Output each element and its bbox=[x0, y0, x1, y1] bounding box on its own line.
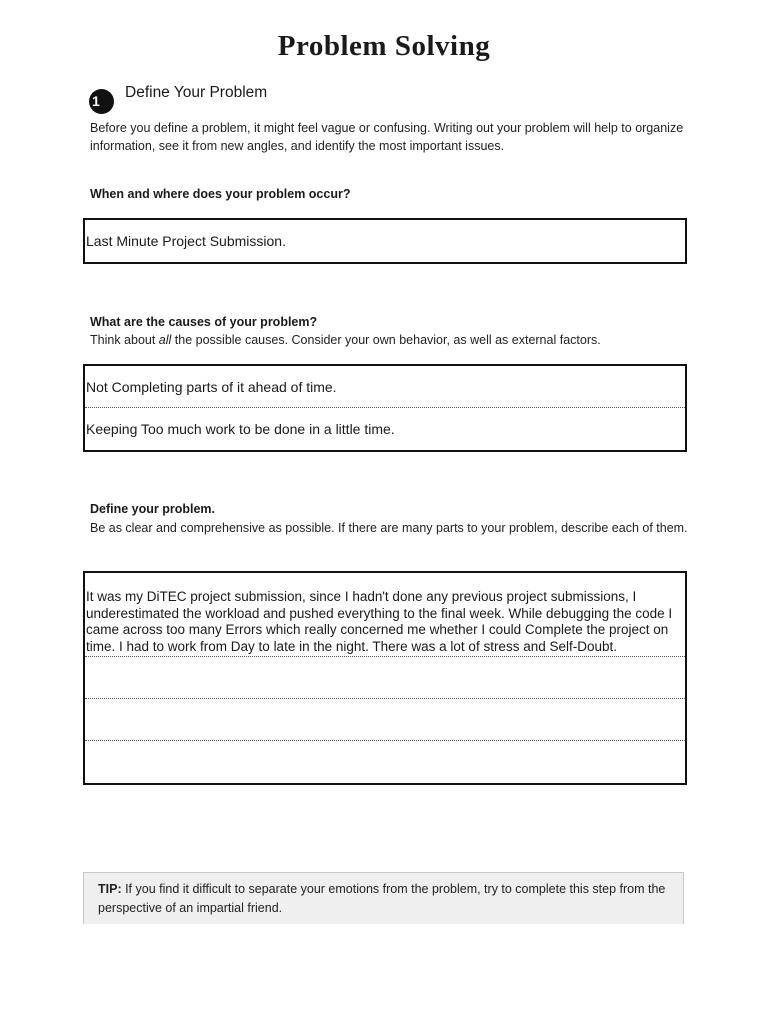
causes-hint bbox=[90, 331, 690, 350]
tip-text: If you find it difficult to separate your emotions from the problem, try to complete this step from the perspective of an impartial friend. bbox=[98, 882, 666, 915]
question-define-problem: Define your problem. bbox=[90, 502, 216, 516]
causes-hint-start: Think about bbox=[90, 333, 159, 347]
cause-field-1[interactable]: Not Completing parts of it ahead of time. bbox=[85, 366, 685, 408]
answer-box-define-problem bbox=[83, 571, 687, 785]
define-problem-blank-line[interactable] bbox=[85, 657, 685, 699]
answer-box-when-where bbox=[83, 218, 687, 264]
step-number-badge: 1 bbox=[89, 89, 114, 114]
step-heading: Define Your Problem bbox=[125, 84, 268, 101]
question-when-where: When and where does your problem occur? bbox=[90, 187, 351, 201]
cause-field-2[interactable]: Keeping Too much work to be done in a little time. bbox=[86, 421, 395, 437]
tip-label: TIP: bbox=[98, 882, 122, 896]
tip-box bbox=[83, 872, 684, 924]
causes-hint-emphasis: all bbox=[158, 333, 172, 347]
define-problem-blank-line[interactable] bbox=[85, 741, 685, 783]
define-problem-blank-line[interactable] bbox=[85, 699, 685, 741]
define-problem-answer[interactable]: It was my DiTEC project submission, since I hadn't done any previous project submissions, I underestimated the workload and pushed everything to the final week. While debugging the code I came across too many Errors which really concerned me whether I could Complete the project on time. I had to work from Day to late in the night. There was a lot of stress and Self-Doubt. bbox=[85, 573, 685, 657]
answer-box-causes bbox=[83, 364, 687, 452]
question-causes: What are the causes of your problem? bbox=[90, 315, 318, 329]
answer-field-when-where[interactable]: Last Minute Project Submission. bbox=[86, 233, 286, 249]
intro-text: Before you define a problem, it might feel vague or confusing. Writing out your problem will help to organize information, see it from new angles, and identify the most important issues. bbox=[90, 121, 684, 153]
page-title: Problem Solving bbox=[277, 30, 491, 62]
causes-hint-end: the possible causes. Consider your own behavior, as well as external factors. bbox=[171, 333, 601, 347]
define-problem-hint: Be as clear and comprehensive as possible. If there are many parts to your problem, describe each of them. bbox=[90, 521, 688, 535]
